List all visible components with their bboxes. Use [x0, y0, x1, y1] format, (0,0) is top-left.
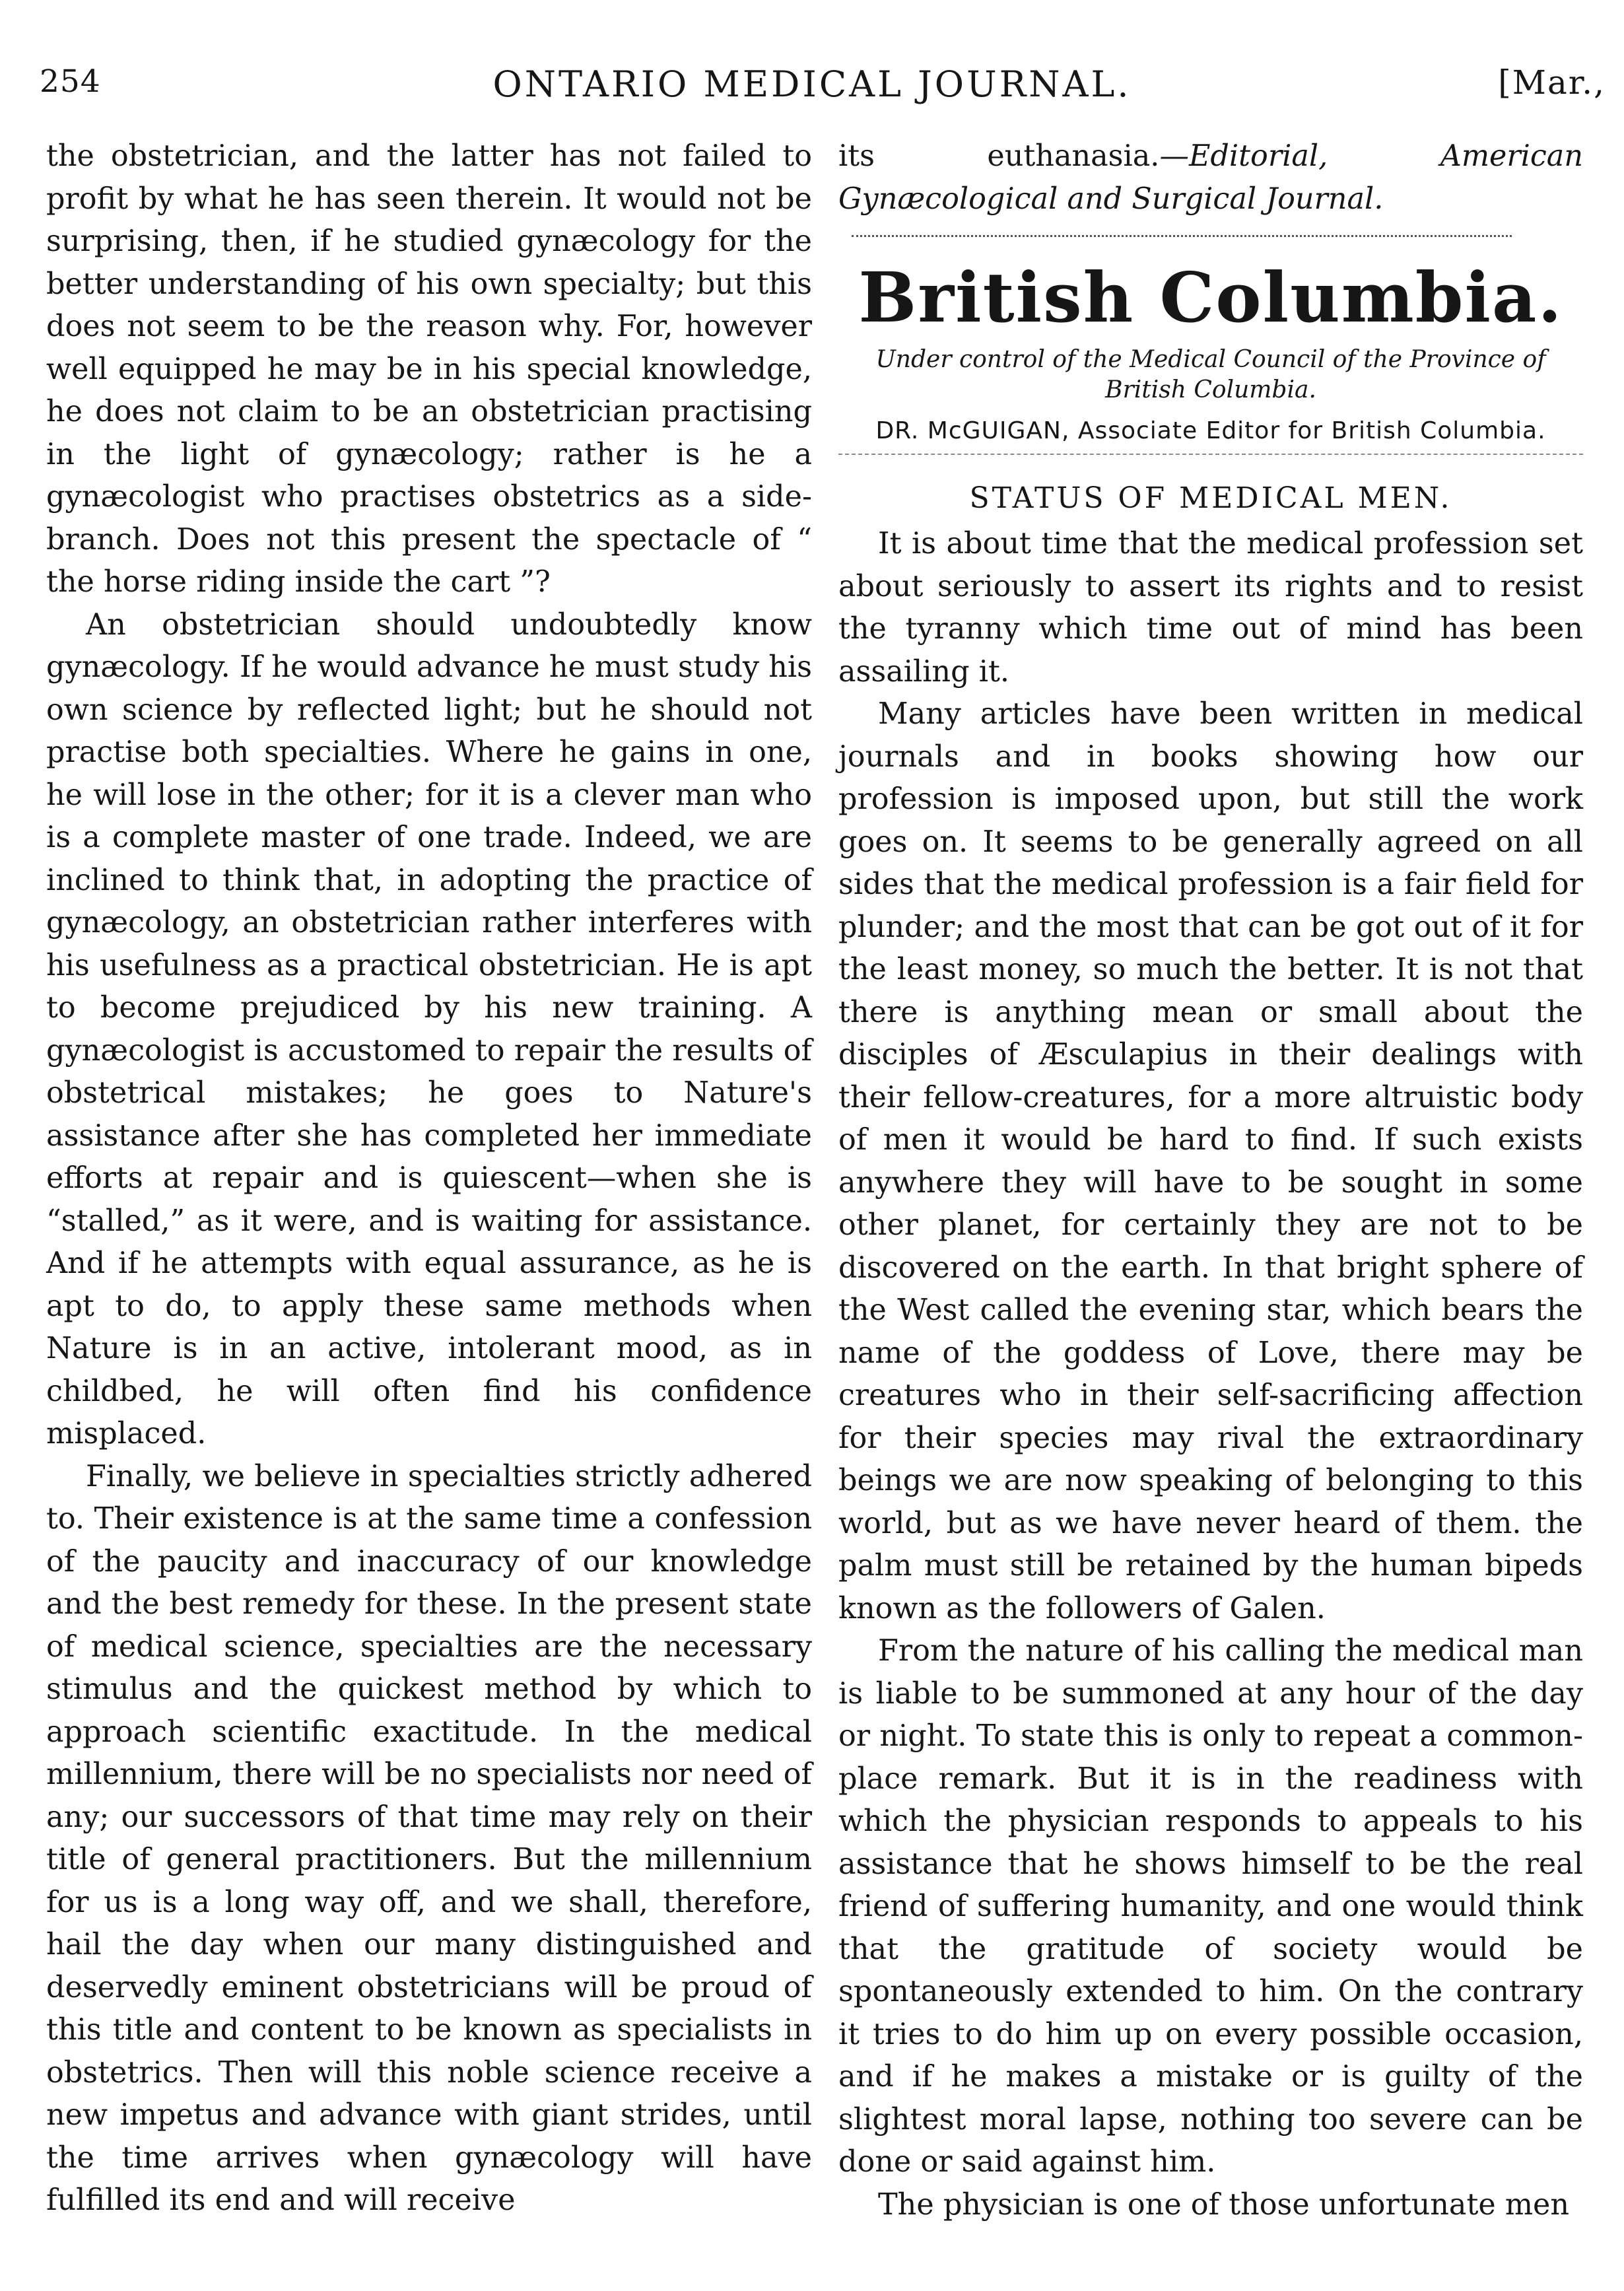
page-header: [0, 0, 1624, 139]
divider: [852, 235, 1512, 237]
left-column: [46, 135, 812, 2222]
divider: [838, 454, 1583, 455]
continuation-paragraph: [838, 135, 1583, 221]
issue-month: [Mar.,: [1498, 63, 1606, 102]
journal-title: ONTARIO MEDICAL JOURNAL.: [492, 63, 1132, 105]
article-heading: STATUS OF MEDICAL MEN.: [969, 481, 1452, 515]
section-control-note: Under control of the Medical Council of the Province of British Columbia.: [875, 346, 1546, 403]
page-number: 254: [40, 63, 101, 100]
associate-editor-line: DR. McGUIGAN, Associate Editor for British Columbia.: [875, 417, 1546, 444]
source-reference: —Editorial, American Gynæcological and Surgical Journal.: [838, 139, 1583, 216]
paragraph: the obstetrician, and the latter has not failed to profit by what he has seen therein. It would not be surprising, then, if he studied gynæcology for the better understanding of his own specialty; but this does not seem to be the reason why. For, however well equipped he may be in his special knowledge, he does not claim to be an obstetrician practising in the light of gynæcology; rather is he a gynæcologist who practises obstetrics as a side-branch. Does not this present the spectacle of “ the horse riding inside the cart ”?: [46, 139, 812, 599]
continuation-text: its euthanasia.: [838, 139, 1160, 173]
paragraph: Many articles have been written in medical journals and in books showing how our profession is imposed upon, but still the work goes on. It seems to be generally agreed on all sides that the medical profession is a fair field for plunder; and the most that can be got out of it for the least money, so much the better. It is not that there is anything mean or small about the disciples of Æsculapius in their dealings with their fellow-creatures, for a more altruistic body of men it would be hard to find. If such exists anywhere they will have to be sought in some other planet, for certainly they are not to be discovered on the earth. In that bright sphere of the West called the evening star, which bears the name of the goddess of Love, there may be creatures who in their self-sacrificing affection for their species may rival the extraordinary beings we are now speaking of belonging to this world, but as we have never heard of them. the palm must still be retained by the human bipeds known as the followers of Galen.: [838, 697, 1583, 1625]
right-column: [838, 135, 1583, 2226]
paragraph: An obstetrician should undoubtedly know gynæcology. If he would advance he must study his own science by reflected light; but he should not practise both specialties. Where he gains in one, he will lose in the other; for it is a clever man who is a complete master of one trade. Indeed, we are inclined to think that, in adopting the practice of gynæcology, an obstetrician rather interferes with his usefulness as a practical obstetrician. He is apt to become prejudiced by his new training. A gynæcologist is accustomed to repair the results of obstetrical mistakes; he goes to Nature's assistance after she has completed her immediate efforts at repair and is quiescent—when she is “stalled,” as it were, and is waiting for assistance. And if he attempts with equal assurance, as he is apt to do, to apply these same methods when Nature is in an active, intolerant mood, as in childbed, he will often find his confidence misplaced.: [46, 607, 812, 1451]
section-title: British Columbia.: [858, 257, 1563, 338]
paragraph: From the nature of his calling the medical man is liable to be summoned at any hour of the day or night. To state this is only to repeat a common-place remark. But it is in the readiness with which the physician responds to appeals to his assistance that he shows himself to be the real friend of suffering humanity, and one would think that the gratitude of society would be spontaneously extended to him. On the contrary it tries to do him up on every possible occasion, and if he makes a mistake or is guilty of the slightest moral lapse, nothing too severe can be done or said against him.: [838, 1634, 1583, 2179]
paragraph: Finally, we believe in specialties strictly adhered to. Their existence is at the same time a confession of the paucity and inaccuracy of our knowledge and the best remedy for these. In the present state of medical science, specialties are the necessary stimulus and the quickest method by which to approach scientific exactitude. In the medical millennium, there will be no specialists nor need of any; our successors of that time may rely on their title of general practitioners. But the millennium for us is a long way off, and we shall, therefore, hail the day when our many distinguished and deservedly eminent obstetricians will be proud of this title and content to be known as specialists in obstetrics. Then will this noble science receive a new impetus and advance with giant strides, until the time arrives when gynæcology will have fulfilled its end and will receive: [46, 1459, 812, 2217]
paragraph: The physician is one of those unfortunate men: [878, 2187, 1570, 2222]
paragraph: It is about time that the medical profession set about seriously to assert its rights and to resist the tyranny which time out of mind has been assailing it.: [838, 527, 1583, 689]
